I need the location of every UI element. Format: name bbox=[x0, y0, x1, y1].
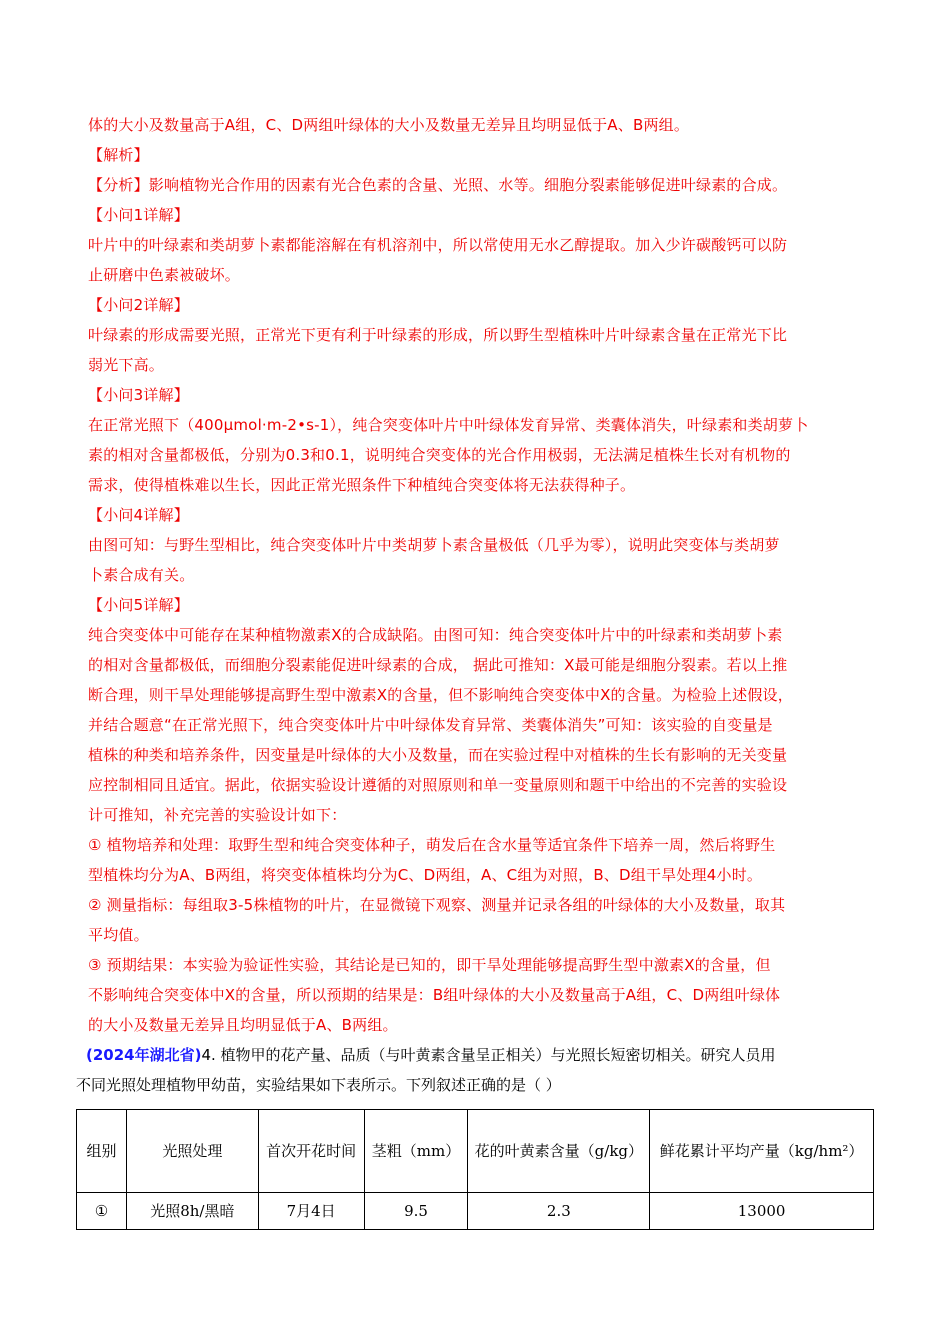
text-line: 素的相对含量都极低，分别为0.3和0.1，说明纯合突变体的光合作用极弱，无法满足植株生长对有机物的 bbox=[88, 446, 791, 464]
table-header-cell: 首次开花时间 bbox=[258, 1110, 364, 1193]
table-row bbox=[77, 1193, 874, 1230]
text-line: 【小问4详解】 bbox=[88, 506, 189, 524]
table-cell: 13000 bbox=[650, 1193, 874, 1230]
text-line: 断合理，则干旱处理能够提高野生型中激素X的含量，但不影响纯合突变体中X的含量。为检验上述假设， bbox=[88, 686, 793, 704]
text-line: 叶绿素的形成需要光照，正常光下更有利于叶绿素的形成，所以野生型植株叶片叶绿素含量在正常光下比 bbox=[88, 326, 788, 344]
table-header-cell: 茎粗（mm） bbox=[364, 1110, 468, 1193]
table-header-cell: 光照处理 bbox=[126, 1110, 258, 1193]
text-line: 【解析】 bbox=[88, 146, 149, 164]
table-cell: 光照8h/黑暗 bbox=[126, 1193, 258, 1230]
text-line: 的大小及数量无差异且均明显低于A、B两组。 bbox=[88, 1016, 398, 1034]
text-line: 需求，使得植株难以生长，因此正常光照条件下种植纯合突变体将无法获得种子。 bbox=[88, 476, 636, 494]
text-line: ② 测量指标：每组取3-5株植物的叶片，在显微镜下观察、测量并记录各组的叶绿体的大小及数量，取其 bbox=[88, 896, 786, 914]
question-stem: 4. 植物甲的花产量、品质（与叶黄素含量呈正相关）与光照长短密切相关。研究人员用 bbox=[201, 1046, 776, 1064]
text-line: ③ 预期结果：本实验为验证性实验，其结论是已知的，即干旱处理能够提高野生型中激素X的含量，但 bbox=[88, 956, 771, 974]
table-header-cell: 组别 bbox=[77, 1110, 127, 1193]
question-line-1 bbox=[86, 1040, 878, 1070]
text-line: 应控制相同且适宜。据此，依据实验设计遵循的对照原则和单一变量原则和题干中给出的不完善的实验设 bbox=[88, 776, 788, 794]
text-line: 并结合题意“在正常光照下，纯合突变体叶片中叶绿体发育异常、类囊体消失”可知：该实验的自变量是 bbox=[88, 716, 773, 734]
text-line: 【分析】影响植物光合作用的因素有光合色素的含量、光照、水等。细胞分裂素能够促进叶绿素的合成。 bbox=[88, 176, 788, 194]
text-line: 【小问3详解】 bbox=[88, 386, 189, 404]
text-line: 【小问2详解】 bbox=[88, 296, 189, 314]
text-line: 植株的种类和培养条件，因变量是叶绿体的大小及数量，而在实验过程中对植株的生长有影响的无关变量 bbox=[88, 746, 788, 764]
text-line: 的相对含量都极低，而细胞分裂素能促进叶绿素的合成， 据此可推知：X最可能是细胞分裂素。若以上推 bbox=[88, 656, 788, 674]
answer-text bbox=[76, 110, 878, 1100]
text-line: 【小问1详解】 bbox=[88, 206, 189, 224]
text-line: 计可推知，补充完善的实验设计如下： bbox=[88, 806, 347, 824]
table-header-cell: 鲜花累计平均产量（kg/hm²） bbox=[650, 1110, 874, 1193]
text-line: 型植株均分为A、B两组，将突变体植株均分为C、D两组，A、C组为对照，B、D组干旱处理4小时。 bbox=[88, 866, 763, 884]
table-cell: 7月4日 bbox=[258, 1193, 364, 1230]
table-cell: ① bbox=[77, 1193, 127, 1230]
table-cell: 2.3 bbox=[468, 1193, 650, 1230]
table-header-row bbox=[77, 1110, 874, 1193]
text-line: ① 植物培养和处理：取野生型和纯合突变体种子，萌发后在含水量等适宜条件下培养一周，然后将野生 bbox=[88, 836, 776, 854]
table-header-cell: 花的叶黄素含量（g/kg） bbox=[468, 1110, 650, 1193]
text-line: 体的大小及数量高于A组，C、D两组叶绿体的大小及数量无差异且均明显低于A、B两组。 bbox=[88, 116, 690, 134]
text-line: 卜素合成有关。 bbox=[88, 566, 195, 584]
text-line: 平均值。 bbox=[88, 926, 149, 944]
table-cell: 9.5 bbox=[364, 1193, 468, 1230]
text-line: 在正常光照下（400μmol·m-2•s-1），纯合突变体叶片中叶绿体发育异常、类囊体消失，叶绿素和类胡萝卜 bbox=[88, 416, 809, 434]
text-line: 纯合突变体中可能存在某种植物激素X的合成缺陷。由图可知：纯合突变体叶片中的叶绿素和类胡萝卜素 bbox=[88, 626, 783, 644]
text-line: 由图可知：与野生型相比，纯合突变体叶片中类胡萝卜素含量极低（几乎为零），说明此突变体与类胡萝 bbox=[88, 536, 780, 554]
text-line: 叶片中的叶绿素和类胡萝卜素都能溶解在有机溶剂中，所以常使用无水乙醇提取。加入少许碳酸钙可以防 bbox=[88, 236, 788, 254]
question-line-2: 不同光照处理植物甲幼苗，实验结果如下表所示。下列叙述正确的是（ ） bbox=[76, 1076, 561, 1094]
text-line: 止研磨中色素被破坏。 bbox=[88, 266, 241, 284]
results-table bbox=[76, 1109, 874, 1230]
text-line: 弱光下高。 bbox=[88, 356, 165, 374]
text-line: 不影响纯合突变体中X的含量，所以预期的结果是：B组叶绿体的大小及数量高于A组，C、D两组叶绿体 bbox=[88, 986, 781, 1004]
question-source: (2024年湖北省) bbox=[86, 1046, 202, 1064]
text-line: 【小问5详解】 bbox=[88, 596, 189, 614]
